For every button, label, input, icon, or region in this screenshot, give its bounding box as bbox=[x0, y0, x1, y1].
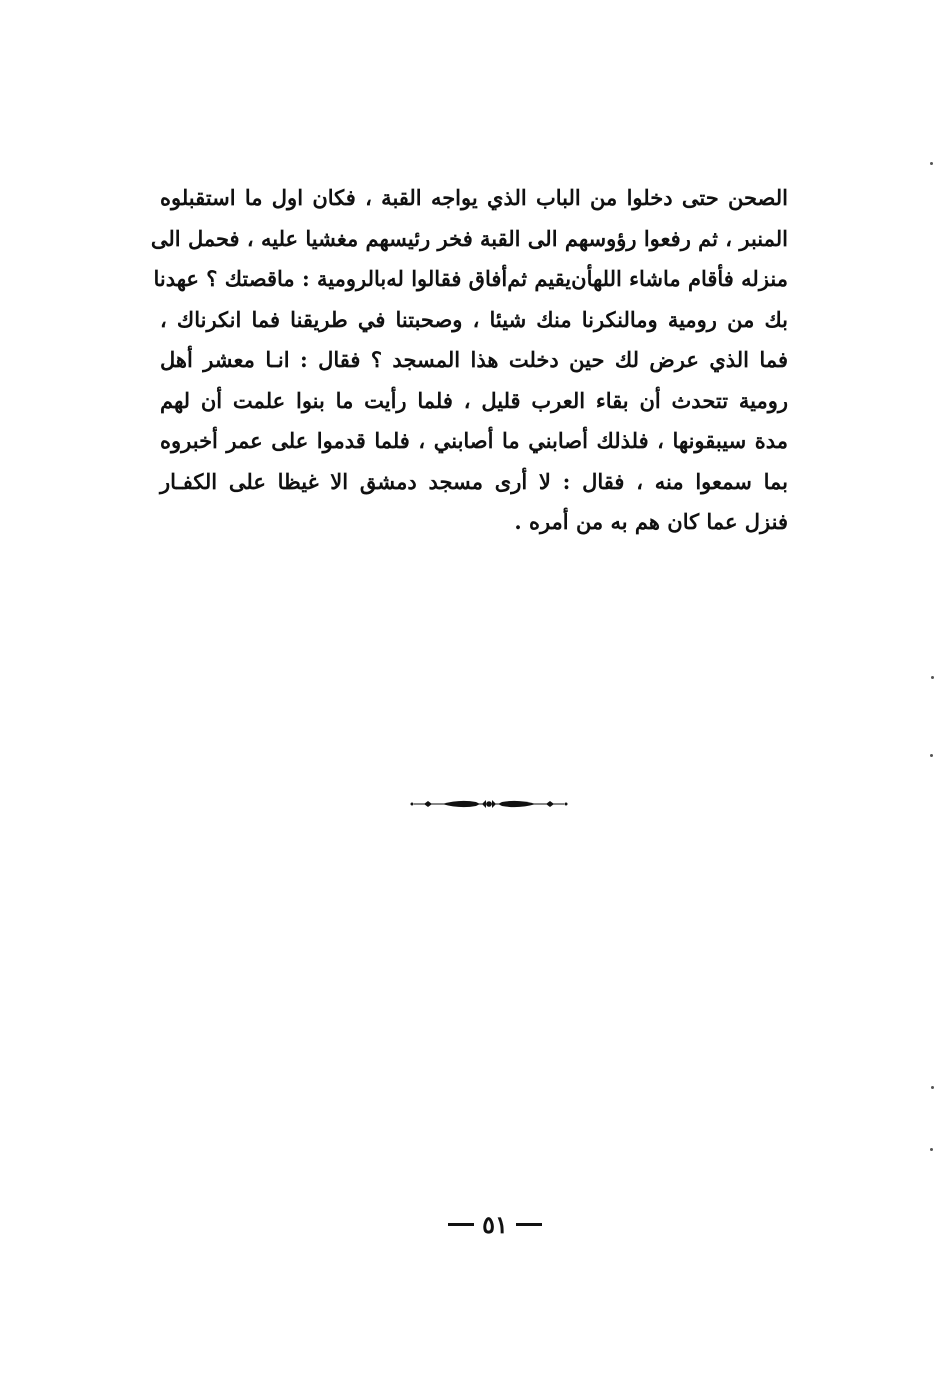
scan-speck bbox=[931, 1086, 934, 1089]
section-divider-ornament-icon bbox=[408, 794, 570, 814]
text-line: المنبر ، ثم رفعوا رؤوسهم الى القبة فخر رئيسهم مغشيا عليه ، فحمل الى bbox=[150, 225, 788, 251]
text-line: منزله فأقام ماشاء اللهأن‌يقيم ثم‌أفاق فقالوا له‌بالرومية : ماقصتك ؟ عهدنا bbox=[153, 266, 788, 291]
page-number-footer bbox=[440, 1206, 550, 1242]
scan-speck bbox=[930, 162, 933, 165]
folio-dash-right bbox=[516, 1223, 542, 1226]
text-line: مدة سيبقونها ، فلذلك أصابني ما أصابني ، فلما قدموا على عمر أخبروه bbox=[160, 428, 788, 453]
text-line-final: فنزل عما كان هم به من أمره . bbox=[514, 509, 788, 534]
scan-speck bbox=[931, 676, 934, 679]
folio-dash-left bbox=[448, 1223, 474, 1226]
text-line: بما سمعوا منه ، فقال : لا أرى مسجد دمشق الا غيظا على الكفـار bbox=[160, 468, 788, 494]
text-line: الصحن حتى دخلوا من الباب الذي يواجه القبة ، فكان اول ما استقبلوه bbox=[160, 185, 788, 210]
body-text bbox=[150, 178, 788, 543]
text-line: رومية تتحدث أن بقاء العرب قليل ، فلما رأيت ما بنوا علمت أن لهم bbox=[160, 387, 788, 413]
text-line: فما الذي عرض لك حين دخلت هذا المسجد ؟ فقال : انـا معشر أهل bbox=[160, 347, 788, 372]
scan-speck bbox=[930, 754, 933, 757]
text-line: بك من رومية ومالنكرنا منك شيئا ، وصحبتنا في طريقنا فما انكرناك ، bbox=[160, 306, 788, 332]
scan-speck bbox=[930, 1148, 933, 1151]
page-number: ٥١ bbox=[482, 1209, 508, 1239]
